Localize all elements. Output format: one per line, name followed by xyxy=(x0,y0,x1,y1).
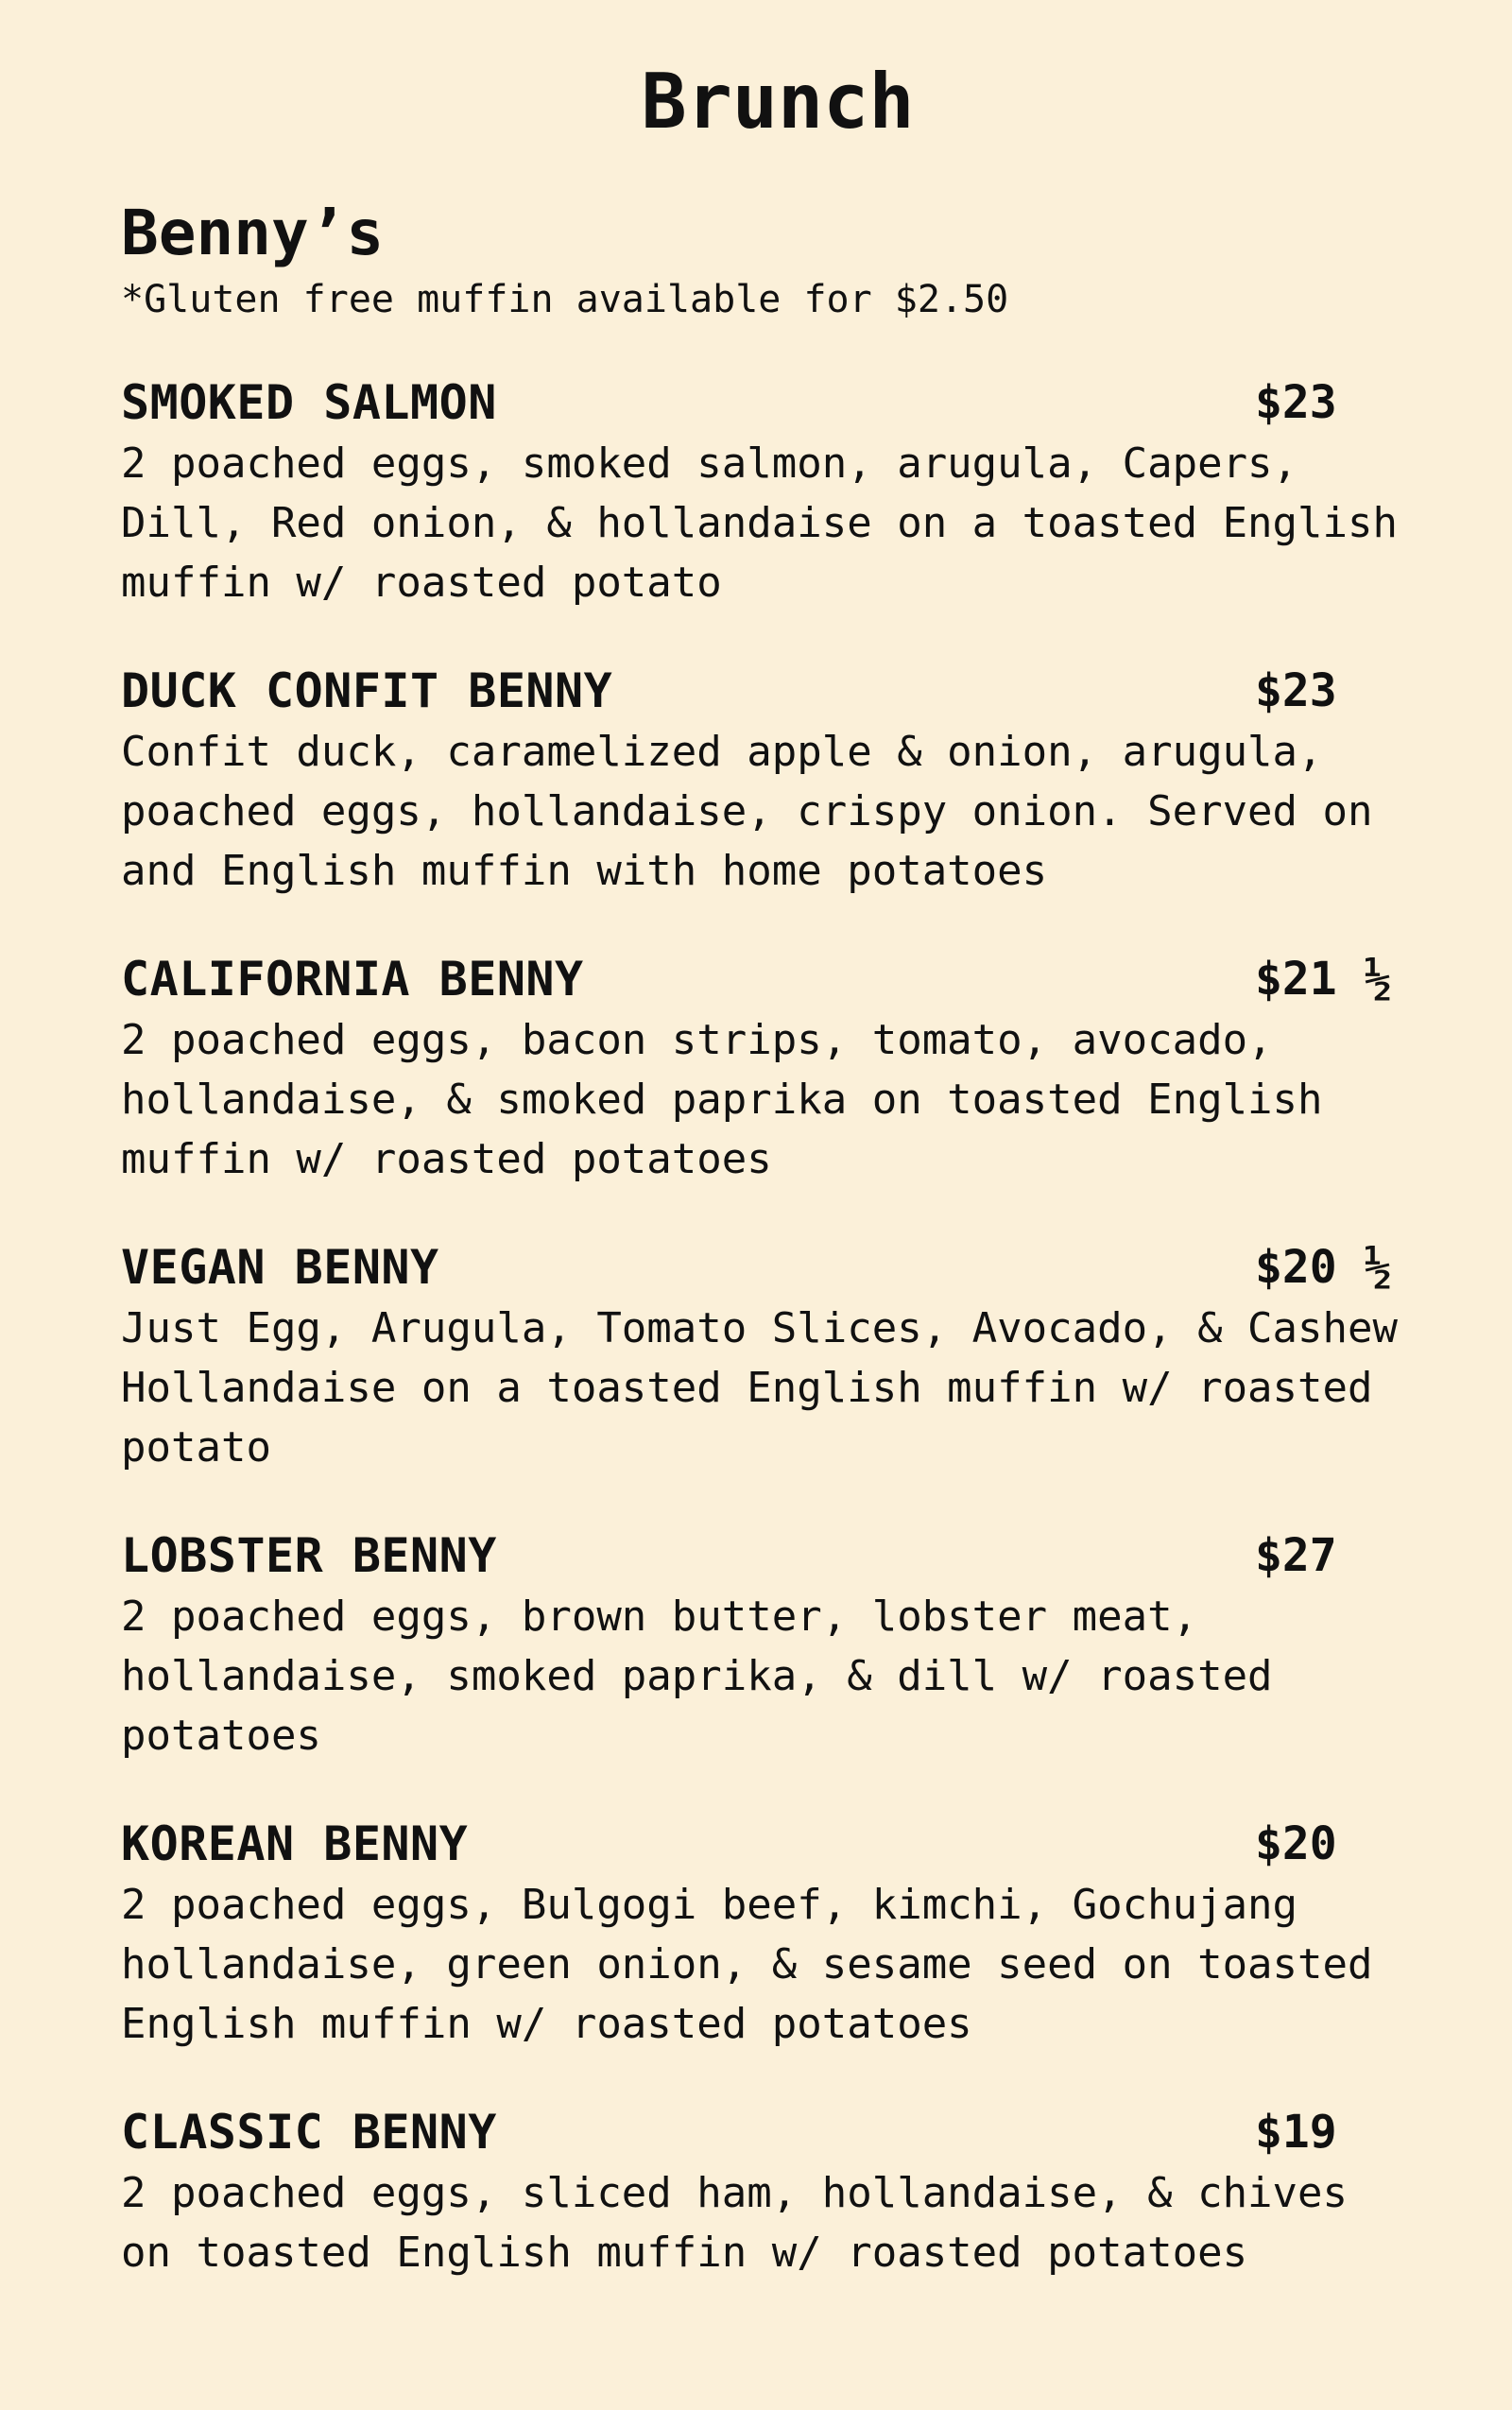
item-price: $23 xyxy=(1255,376,1337,429)
item-name: SMOKED SALMON xyxy=(121,375,497,430)
item-price: $20 xyxy=(1255,1817,1337,1870)
item-description: 2 poached eggs, brown butter, lobster meat, hollandaise, smoked paprika, & dill w/ roasted potatoes xyxy=(121,1592,1273,1760)
item-name: CALIFORNIA BENNY xyxy=(121,952,584,1007)
page-title: Brunch xyxy=(641,58,915,146)
item-description: 2 poached eggs, bacon strips, tomato, avocado, hollandaise, & smoked paprika on toasted English muffin w/ roasted potatoes xyxy=(121,1016,1323,1183)
menu-item-duck-confit-benny xyxy=(121,660,1444,901)
item-price: $19 xyxy=(1255,2106,1337,2159)
item-header xyxy=(121,2101,1444,2163)
menu-items xyxy=(121,371,1444,2282)
menu-item-korean-benny xyxy=(121,1813,1444,2054)
item-header xyxy=(121,1236,1444,1299)
item-header xyxy=(121,1524,1444,1587)
item-header xyxy=(121,660,1444,722)
item-name: DUCK CONFIT BENNY xyxy=(121,663,613,718)
item-header xyxy=(121,371,1444,434)
gluten-free-note: *Gluten free muffin available for $2.50 xyxy=(121,278,1009,321)
item-price: $20 ½ xyxy=(1255,1241,1392,1294)
item-description: 2 poached eggs, sliced ham, hollandaise, & chives on toasted English muffin w/ roasted potatoes xyxy=(121,2169,1349,2277)
item-description: Just Egg, Arugula, Tomato Slices, Avocado, & Cashew Hollandaise on a toasted English muffin w/ roasted potato xyxy=(121,1304,1399,1472)
menu-item-lobster-benny xyxy=(121,1524,1444,1765)
item-price: $23 xyxy=(1255,664,1337,717)
item-header xyxy=(121,948,1444,1010)
item-name: CLASSIC BENNY xyxy=(121,2105,497,2160)
item-price: $21 ½ xyxy=(1255,953,1392,1006)
item-header xyxy=(121,1813,1444,1875)
menu-item-vegan-benny xyxy=(121,1236,1444,1477)
item-name: LOBSTER BENNY xyxy=(121,1528,497,1583)
menu-item-smoked-salmon xyxy=(121,371,1444,612)
item-price: $27 xyxy=(1255,1529,1337,1582)
menu-item-classic-benny xyxy=(121,2101,1444,2282)
item-name: VEGAN BENNY xyxy=(121,1240,439,1295)
item-description: 2 poached eggs, Bulgogi beef, kimchi, Gochujang hollandaise, green onion, & sesame seed on toasted English muffin w/ roasted potatoes xyxy=(121,1881,1373,2048)
item-description: 2 poached eggs, smoked salmon, arugula, Capers, Dill, Red onion, & hollandaise on a toasted English muffin w/ roasted potato xyxy=(121,439,1399,607)
bennys-section xyxy=(121,194,1444,2330)
menu-item-california-benny xyxy=(121,948,1444,1189)
item-name: KOREAN BENNY xyxy=(121,1816,469,1871)
section-title: Benny’s xyxy=(121,197,385,269)
item-description: Confit duck, caramelized apple & onion, arugula, poached eggs, hollandaise, crispy onion. Served on and English muffin with home potatoes xyxy=(121,728,1373,895)
